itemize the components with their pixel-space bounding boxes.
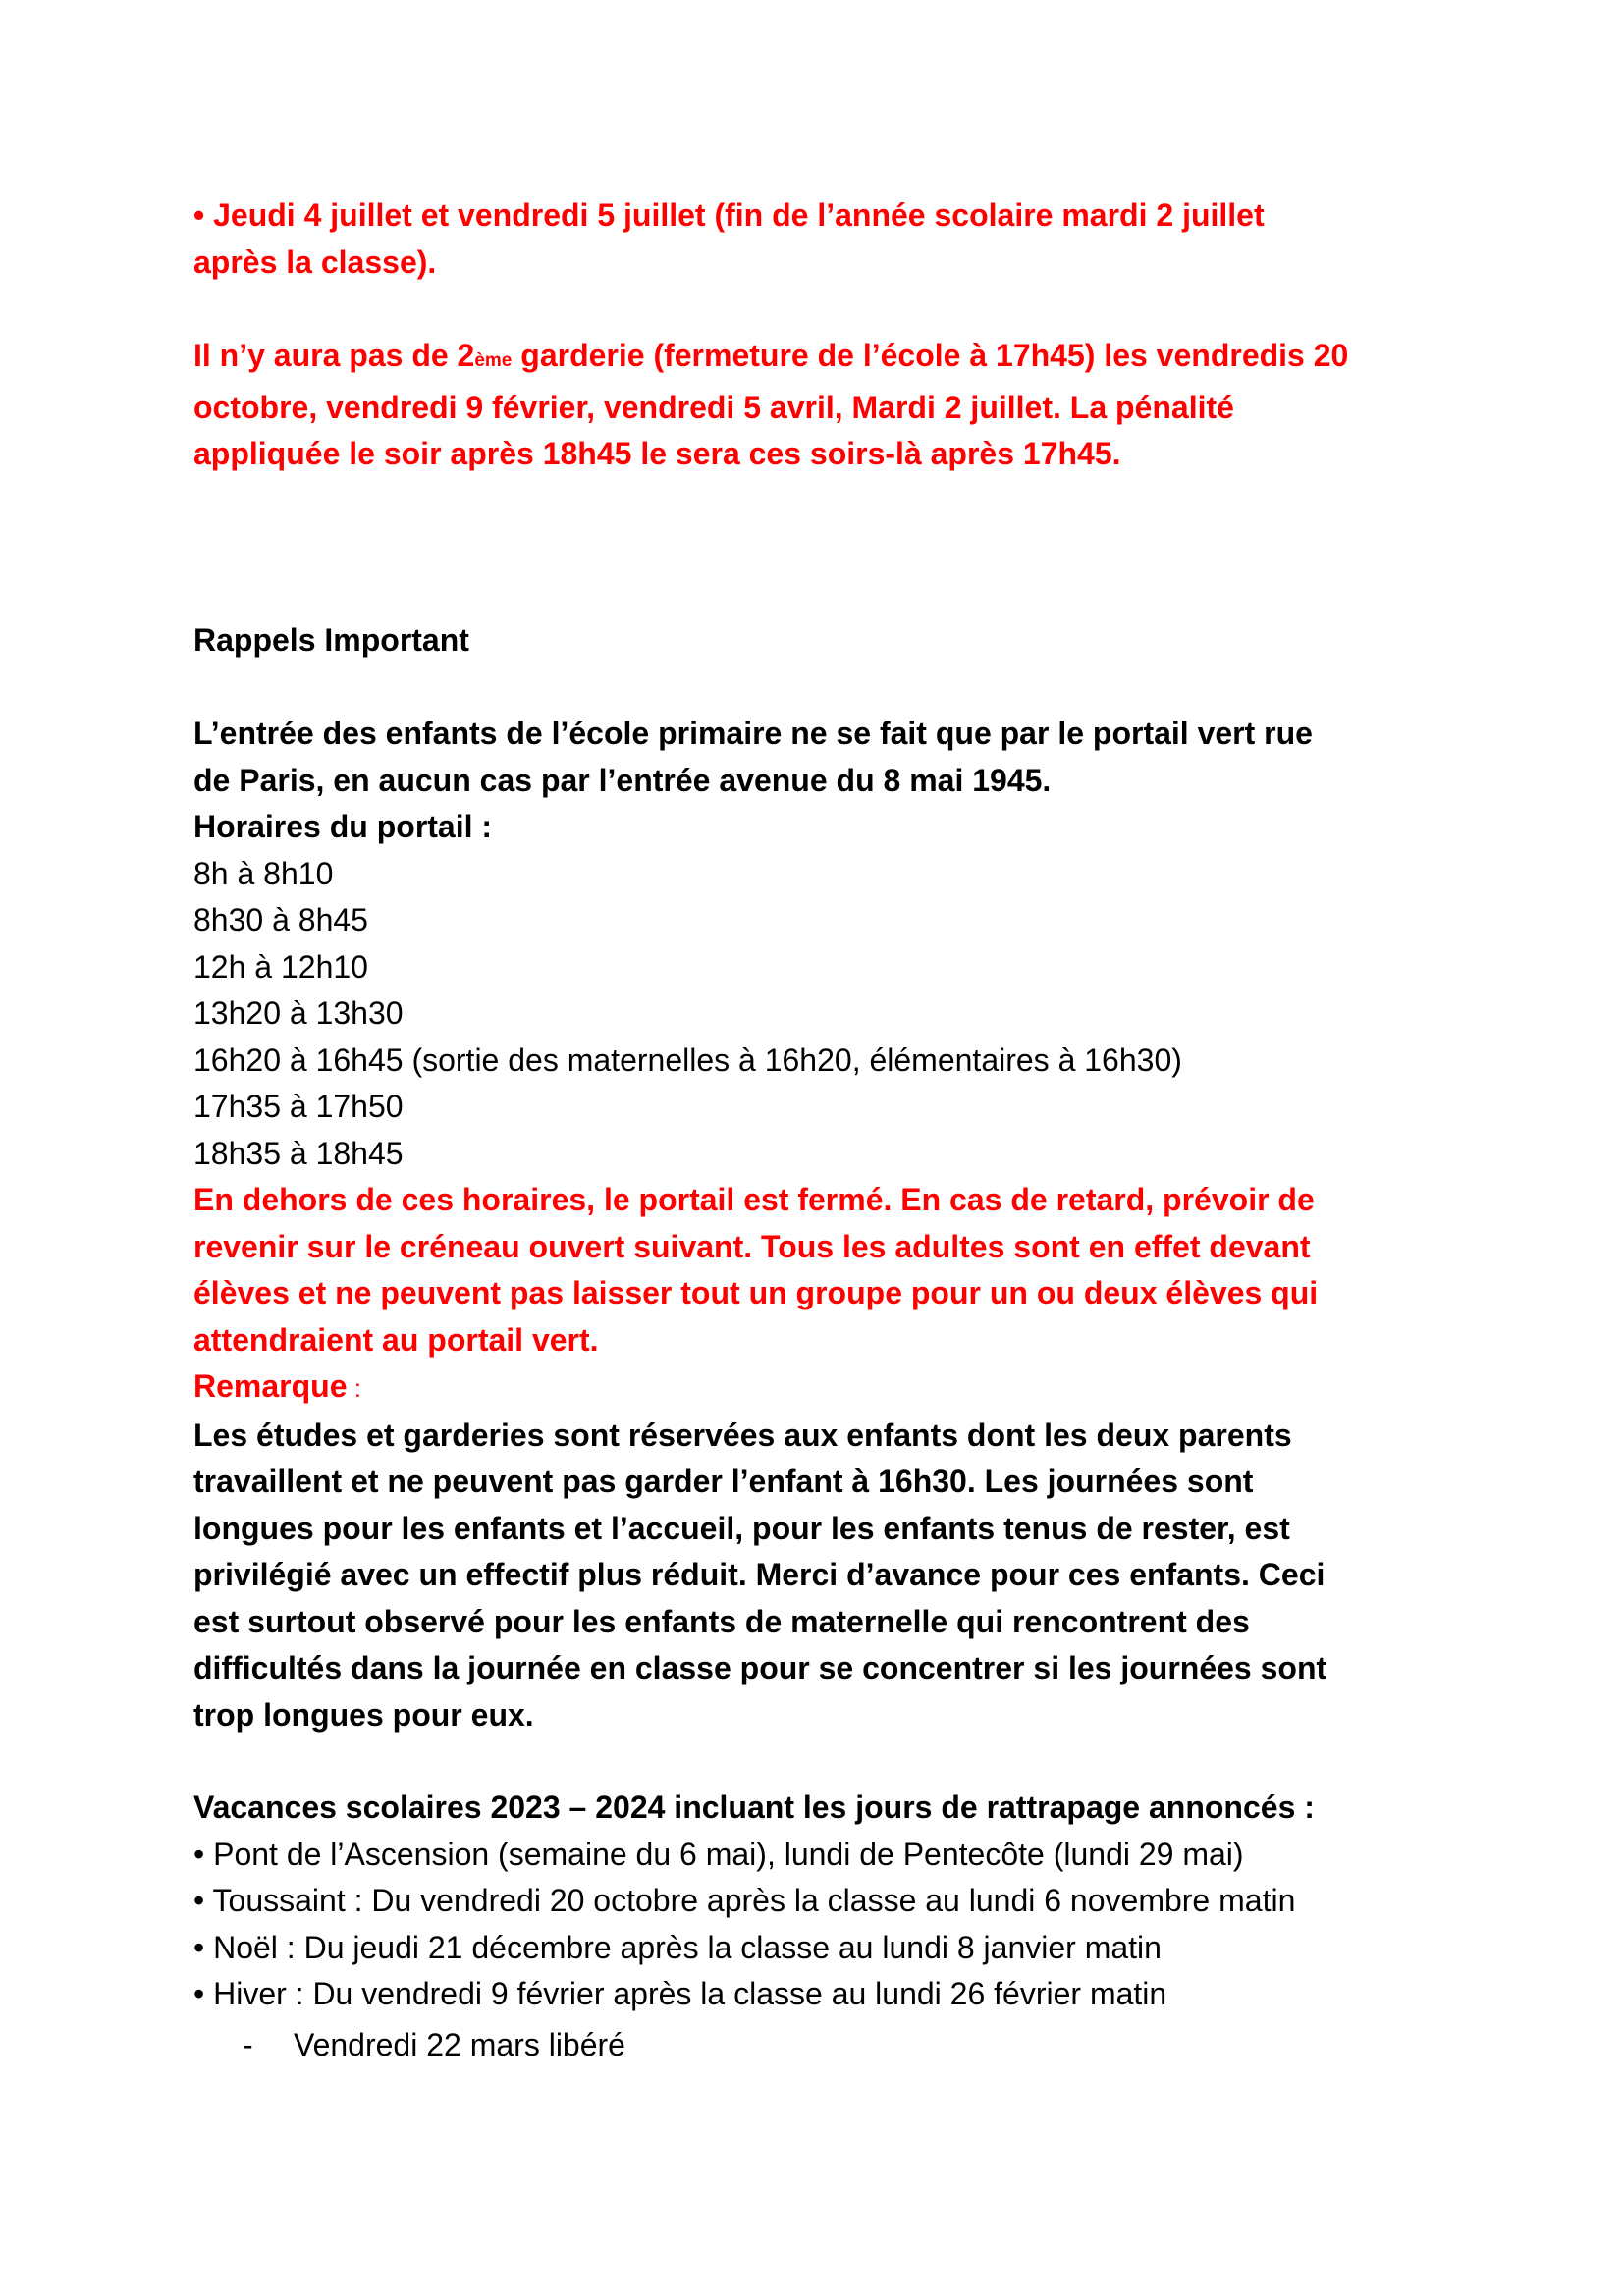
portail-warning-line-2: revenir sur le créneau ouvert suivant. Tous les adultes sont en effet devant — [193, 1228, 1311, 1264]
garderie-notice-line-1 — [193, 333, 1470, 385]
horaires-title: Horaires du portail : — [193, 809, 493, 844]
dash-bullet: - — [243, 2026, 253, 2062]
remarque-line: est surtout observé pour les enfants de maternelle qui rencontrent des — [193, 1603, 1250, 1639]
entree-line-1: L’entrée des enfants de l’école primaire ne se fait que par le portail vert rue — [193, 716, 1313, 751]
garderie-notice-line-2: octobre, vendredi 9 février, vendredi 5 avril, Mardi 2 juillet. La pénalité — [193, 389, 1234, 425]
remarque-paragraph — [193, 1413, 1470, 1739]
horaires-list — [193, 851, 1470, 1178]
document-body — [193, 192, 1470, 2068]
horaire-item: 13h20 à 13h30 — [193, 995, 404, 1031]
spacer — [193, 664, 1470, 711]
remarque-line: travaillent et ne peuvent pas garder l’enfant à 16h30. Les journées sont — [193, 1464, 1254, 1499]
vacances-title: Vacances scolaires 2023 – 2024 incluant les jours de rattrapage annoncés : — [193, 1789, 1315, 1825]
vacances-sub-item — [193, 2022, 1470, 2069]
rappels-heading: Rappels Important — [193, 621, 469, 658]
vacances-item: • Pont de l’Ascension (semaine du 6 mai), lundi de Pentecôte (lundi 29 mai) — [193, 1836, 1244, 1872]
vacances-item: • Toussaint : Du vendredi 20 octobre après la classe au lundi 6 novembre matin — [193, 1883, 1296, 1918]
horaire-item: 16h20 à 16h45 (sortie des maternelles à 16h20, élémentaires à 16h30) — [193, 1041, 1182, 1078]
remarque-line: longues pour les enfants et l’accueil, pour les enfants tenus de rester, est — [193, 1510, 1290, 1546]
horaire-item: 17h35 à 17h50 — [193, 1089, 404, 1124]
remarque-line: privilégié avec un effectif plus réduit. Merci d’avance pour ces enfants. Ceci — [193, 1557, 1326, 1592]
remarque-heading — [193, 1363, 1470, 1413]
vacances-list — [193, 1832, 1470, 2069]
remarque-line: trop longues pour eux. — [193, 1696, 534, 1733]
vacances-item: • Hiver : Du vendredi 9 février après la classe au lundi 26 février matin — [193, 1976, 1167, 2011]
portail-warning-line-1: En dehors de ces horaires, le portail est fermé. En cas de retard, prévoir de — [193, 1182, 1315, 1217]
portail-warning-line-4: attendraient au portail vert. — [193, 1321, 599, 1358]
garderie-notice-line-3: appliquée le soir après 18h45 le sera ces soirs-là après 17h45. — [193, 436, 1121, 471]
spacer — [193, 286, 1470, 333]
horaire-item: 12h à 12h10 — [193, 948, 368, 985]
garderie-notice-text-b: garderie (fermeture de l’école à 17h45) les vendredis 20 — [512, 338, 1349, 373]
remarque-line: Les études et garderies sont réservées aux enfants dont les deux parents — [193, 1416, 1292, 1453]
end-of-year-bullet-line-1: • Jeudi 4 juillet et vendredi 5 juillet (fin de l’année scolaire mardi 2 juillet — [193, 197, 1265, 233]
remarque-label: Remarque — [193, 1368, 348, 1404]
spacer — [193, 1738, 1470, 1785]
portail-warning-line-3: élèves et ne peuvent pas laisser tout un groupe pour un ou deux élèves qui — [193, 1275, 1319, 1310]
entree-line-2: de Paris, en aucun cas par l’entrée avenue du 8 mai 1945. — [193, 762, 1052, 798]
spacer — [193, 478, 1470, 617]
end-of-year-bullet-line-2: après la classe). — [193, 243, 437, 280]
horaire-item: 8h30 à 8h45 — [193, 902, 368, 937]
vacances-sub-item-text: Vendredi 22 mars libéré — [294, 2026, 625, 2062]
remarque-colon: : — [347, 1373, 361, 1403]
garderie-notice-text-a: Il n’y aura pas de 2 — [193, 338, 475, 373]
vacances-item: • Noël : Du jeudi 21 décembre après la classe au lundi 8 janvier matin — [193, 1929, 1162, 1965]
remarque-line: difficultés dans la journée en classe pour se concentrer si les journées sont — [193, 1650, 1327, 1685]
garderie-notice-superscript: ème — [474, 350, 513, 371]
horaire-item: 8h à 8h10 — [193, 855, 334, 891]
horaire-item: 18h35 à 18h45 — [193, 1135, 404, 1171]
